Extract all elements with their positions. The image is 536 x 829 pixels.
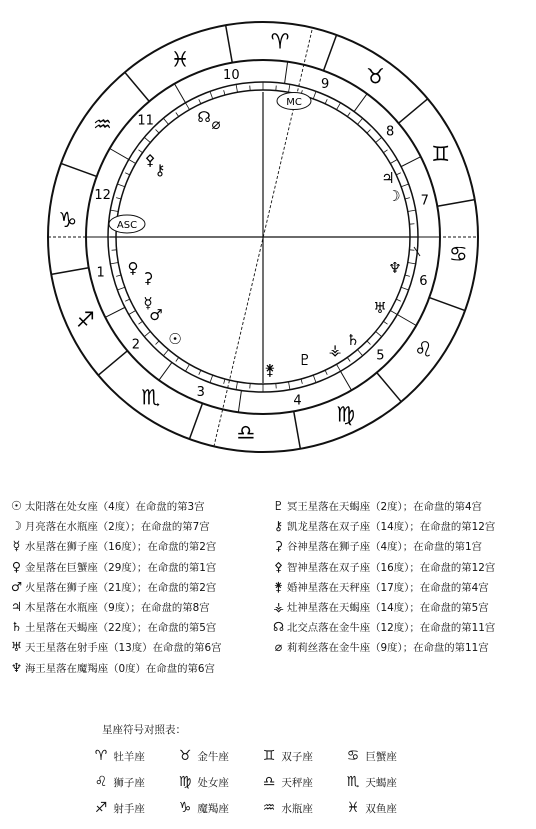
house-cusp: [285, 62, 288, 84]
degree-tick: [163, 350, 168, 356]
degree-tick: [224, 90, 225, 95]
house-cusp: [401, 157, 421, 167]
sign-table-row: [92, 768, 428, 794]
sign-table-cell: [176, 769, 260, 796]
house-cusp: [341, 371, 352, 390]
degree-tick: [376, 331, 382, 336]
sign-divider: [324, 35, 337, 71]
neptune-icon: ♆: [10, 659, 23, 675]
capricorn-icon: ♑: [178, 800, 192, 816]
legend-text: 木星落在水瓶座（9度）；在命盘的第8宫: [25, 601, 210, 614]
sign-divider: [125, 72, 149, 101]
sign-divider: [61, 163, 97, 176]
degree-tick: [301, 379, 302, 384]
legend-text: 水星落在狮子座（16度）；在命盘的第2宫: [25, 541, 217, 554]
house-cusp: [354, 94, 367, 112]
legend-row: [270, 516, 495, 536]
lilith-icon: ⌀: [274, 639, 283, 655]
degree-tick: [408, 210, 416, 211]
degree-tick: [236, 382, 237, 390]
degree-tick: [210, 375, 213, 383]
legend-text: 金星落在巨蟹座（29度）；在命盘的第1宫: [25, 561, 217, 574]
aries-sign-icon: ♈: [270, 29, 290, 54]
moon-icon: ☽: [10, 518, 23, 534]
sign-name-label: 巨蟹座: [362, 751, 397, 763]
sign-name-label: 双子座: [278, 751, 313, 763]
sign-table-cell: [92, 795, 176, 822]
uranus-icon: ♅: [10, 639, 23, 655]
mercury-icon: ☿: [143, 294, 153, 312]
legend-row: [8, 496, 221, 516]
degree-tick: [144, 331, 150, 336]
house-6-number: 6: [419, 273, 428, 289]
degree-tick: [138, 150, 142, 153]
pallas-icon: ⚴: [273, 558, 284, 574]
legend-row: [270, 496, 495, 516]
sign-divider: [437, 200, 474, 207]
house-cusp: [159, 362, 172, 380]
planet-legend-left: [8, 496, 221, 678]
leo-icon: ♌: [94, 774, 108, 790]
degree-tick: [337, 103, 341, 110]
degree-tick: [129, 160, 136, 164]
sign-table-cell: [176, 795, 260, 822]
degree-tick: [138, 321, 142, 324]
degree-tick: [396, 299, 401, 301]
jupiter-icon: ♃: [381, 169, 395, 187]
legend-text: 凯龙星落在双子座（14度）；在命盘的第12宫: [287, 521, 496, 534]
degree-tick: [186, 103, 190, 110]
degree-tick: [405, 198, 410, 199]
degree-tick: [357, 118, 362, 124]
sign-name-label: 魔羯座: [194, 803, 229, 815]
virgo-icon: ♍: [178, 774, 192, 790]
mercury-icon: ☿: [12, 538, 21, 554]
legend-row: [8, 536, 221, 556]
legend-text: 海王星落在魔羯座（0度）在命盘的第6宫: [25, 662, 215, 675]
degree-tick: [347, 357, 350, 361]
sign-divider: [294, 411, 301, 448]
legend-row: [8, 557, 221, 577]
degree-tick: [117, 184, 125, 187]
legend-text: 谷神星落在狮子座（4度）；在命盘的第1宫: [287, 541, 483, 554]
sign-table-cell: [176, 743, 260, 770]
degree-tick: [116, 198, 121, 199]
pluto-icon: ♇: [298, 351, 312, 369]
sign-divider: [51, 268, 88, 275]
house-5-number: 5: [376, 348, 385, 364]
degree-tick: [383, 321, 387, 324]
mc-label: MC: [286, 97, 302, 108]
legend-row: [8, 597, 221, 617]
scorpio-icon: ♏: [346, 774, 360, 790]
house-2-number: 2: [131, 337, 140, 353]
sign-table-cell: [344, 743, 428, 770]
degree-tick: [405, 275, 410, 276]
sign-table-cell: [260, 795, 344, 822]
legend-row: [270, 577, 495, 597]
sign-name-label: 双鱼座: [362, 803, 397, 815]
degree-tick: [347, 112, 350, 116]
sun-icon: ☉: [168, 330, 182, 348]
scorpio-sign-icon: ♏: [141, 385, 160, 410]
degree-tick: [289, 382, 290, 390]
degree-tick: [110, 210, 118, 211]
sign-divider: [98, 351, 127, 375]
pisces-sign-icon: ♓: [170, 47, 190, 72]
degree-tick: [156, 341, 160, 345]
degree-tick: [110, 263, 118, 264]
legend-text: 土星落在天蝎座（22度）；在命盘的第5宫: [25, 622, 217, 635]
legend-text: 火星落在狮子座（21度）；在命盘的第2宫: [25, 581, 217, 594]
degree-tick: [367, 341, 371, 345]
sign-name-label: 金牛座: [194, 751, 229, 763]
legend-text: 婚神星落在天秤座（17度）；在命盘的第4宫: [287, 581, 489, 594]
legend-text: 冥王星落在天蝎座（2度）；在命盘的第4宫: [287, 501, 483, 513]
libra-icon: ♎: [262, 774, 276, 790]
sign-divider: [399, 99, 428, 123]
degree-tick: [357, 350, 362, 356]
degree-tick: [125, 173, 130, 175]
degree-tick: [144, 137, 150, 142]
degree-tick: [176, 357, 179, 361]
degree-tick: [289, 84, 290, 92]
sign-table-title: 星座符号对照表：: [102, 724, 186, 736]
sagittarius-sign-icon: ♐: [75, 307, 95, 332]
house-4-number: 4: [293, 393, 302, 409]
house-cusp: [105, 307, 125, 317]
degree-tick: [125, 299, 130, 301]
sign-name-label: 天蝎座: [362, 777, 397, 789]
taurus-sign-icon: ♉: [366, 64, 385, 89]
degree-tick: [176, 112, 179, 116]
chiron-icon: ⚷: [154, 161, 166, 179]
north-node-icon: ☊: [197, 108, 211, 126]
degree-tick: [186, 364, 190, 371]
sign-table-cell: [260, 769, 344, 796]
north-node-icon: ☊: [272, 619, 285, 635]
jupiter-icon: ♃: [10, 598, 23, 614]
legend-row: [8, 658, 221, 678]
sign-name-label: 射手座: [110, 803, 145, 815]
legend-row: [270, 557, 495, 577]
venus-icon: ♀: [127, 259, 139, 277]
degree-tick: [390, 160, 397, 164]
house-numbers: [94, 68, 429, 408]
sign-name-label: 狮子座: [110, 777, 145, 789]
planet-legend-right: [270, 496, 495, 658]
degree-tick: [129, 311, 136, 315]
degree-tick: [116, 275, 121, 276]
house-7-number: 7: [420, 193, 429, 209]
legend-row: [8, 637, 221, 657]
lilith-icon: ⌀: [211, 115, 221, 133]
degree-tick: [383, 150, 387, 153]
sign-divider: [377, 373, 401, 402]
capricorn-sign-icon: ♑: [58, 207, 78, 232]
legend-text: 天王星落在射手座（13度）在命盘的第6宫: [25, 642, 222, 655]
house-cusp: [175, 84, 186, 103]
house-cusp: [238, 390, 241, 412]
gemini-icon: ♊: [262, 748, 276, 764]
sign-table-cell: [344, 795, 428, 822]
degree-tick: [337, 364, 341, 371]
degree-tick: [401, 184, 409, 187]
house-12-number: 12: [94, 188, 111, 204]
leo-sign-icon: ♌: [414, 337, 433, 362]
virgo-sign-icon: ♍: [336, 402, 356, 427]
ceres-icon: ⚳: [142, 269, 154, 287]
house-11-number: 11: [137, 113, 154, 129]
legend-text: 太阳落在处女座（4度）在命盘的第3宫: [25, 501, 205, 513]
saturn-icon: ♄: [346, 331, 360, 349]
degree-tick: [390, 311, 397, 315]
house-8-number: 8: [386, 124, 395, 140]
aries-icon: ♈: [94, 748, 108, 764]
legend-text: 莉莉丝落在金牛座（9度）；在命盘的第11宫: [287, 642, 489, 655]
gemini-sign-icon: ♊: [431, 142, 451, 167]
legend-text: 智神星落在双子座（16度）；在命盘的第12宫: [287, 561, 496, 574]
degree-tick: [376, 137, 382, 142]
juno-icon: ⚵: [264, 361, 276, 379]
sign-name-label: 处女座: [194, 777, 229, 789]
sign-symbol-table: [92, 742, 428, 820]
degree-tick: [408, 263, 416, 264]
sign-divider: [429, 298, 465, 311]
moon-icon: ☽: [387, 187, 401, 205]
venus-icon: ♀: [11, 558, 22, 574]
legend-row: [8, 617, 221, 637]
pisces-icon: ♓: [346, 800, 360, 816]
sign-divider: [189, 403, 202, 439]
cancer-sign-icon: ♋: [448, 242, 468, 267]
degree-tick: [313, 91, 316, 99]
degree-tick: [224, 379, 225, 384]
degree-tick: [325, 99, 327, 104]
sign-name-label: 天秤座: [278, 777, 313, 789]
house-1-number: 1: [96, 265, 105, 281]
degree-tick: [210, 91, 213, 99]
house-cusp: [397, 315, 416, 326]
legend-row: [8, 577, 221, 597]
cancer-icon: ♋: [346, 748, 360, 764]
legend-text: 北交点落在金牛座（12度）；在命盘的第11宫: [287, 622, 496, 635]
house-3-number: 3: [196, 384, 205, 400]
vesta-icon: ⚶: [273, 598, 284, 614]
degree-tick: [313, 375, 316, 383]
house-cusp: [110, 149, 129, 160]
degree-tick: [396, 173, 401, 175]
neptune-icon: ♆: [388, 259, 402, 277]
sign-table-row: [92, 742, 428, 768]
aquarius-icon: ♒: [262, 800, 276, 816]
legend-text: 月亮落在水瓶座（2度）；在命盘的第7宫: [25, 521, 210, 534]
juno-icon: ⚵: [273, 578, 284, 594]
sign-name-label: 水瓶座: [278, 803, 313, 815]
sun-icon: ☉: [10, 498, 23, 513]
sign-table-cell: [92, 769, 176, 796]
legend-row: [270, 597, 495, 617]
pallas-icon: ⚴: [144, 151, 156, 169]
degree-tick: [163, 118, 168, 124]
legend-text: 灶神星落在天蝎座（14度）；在命盘的第5宫: [287, 601, 489, 614]
asc-label: ASC: [116, 220, 138, 231]
degree-tick: [401, 287, 409, 290]
degree-tick: [199, 370, 201, 375]
saturn-icon: ♄: [10, 619, 23, 635]
sagittarius-icon: ♐: [94, 800, 108, 816]
sign-divider: [226, 25, 233, 62]
aquarius-sign-icon: ♒: [93, 112, 112, 137]
degree-tick: [236, 84, 237, 92]
mars-icon: ♂: [149, 306, 163, 324]
taurus-icon: ♉: [178, 748, 192, 764]
degree-tick: [117, 287, 125, 290]
sign-table-row: [92, 794, 428, 820]
house-9-number: 9: [321, 77, 330, 93]
uranus-icon: ♅: [373, 299, 387, 317]
chiron-icon: ⚷: [273, 518, 284, 534]
vesta-icon: ⚶: [328, 341, 342, 359]
ceres-icon: ⚳: [273, 538, 284, 554]
legend-row: [8, 516, 221, 536]
sign-name-label: 牡羊座: [110, 751, 145, 763]
house-10-number: 10: [223, 68, 240, 84]
legend-row: [270, 637, 495, 657]
degree-tick: [325, 370, 327, 375]
sign-table-cell: [92, 743, 176, 770]
legend-row: [270, 536, 495, 556]
degree-tick: [199, 99, 201, 104]
pluto-icon: ♇: [272, 498, 285, 513]
legend-row: [270, 617, 495, 637]
planet-glyphs: [128, 108, 402, 379]
sign-table-cell: [260, 743, 344, 770]
mars-icon: ♂: [10, 578, 23, 594]
libra-sign-icon: ♎: [236, 420, 256, 445]
degree-tick: [367, 130, 371, 134]
degree-tick: [156, 130, 160, 134]
sign-table-cell: [344, 769, 428, 796]
